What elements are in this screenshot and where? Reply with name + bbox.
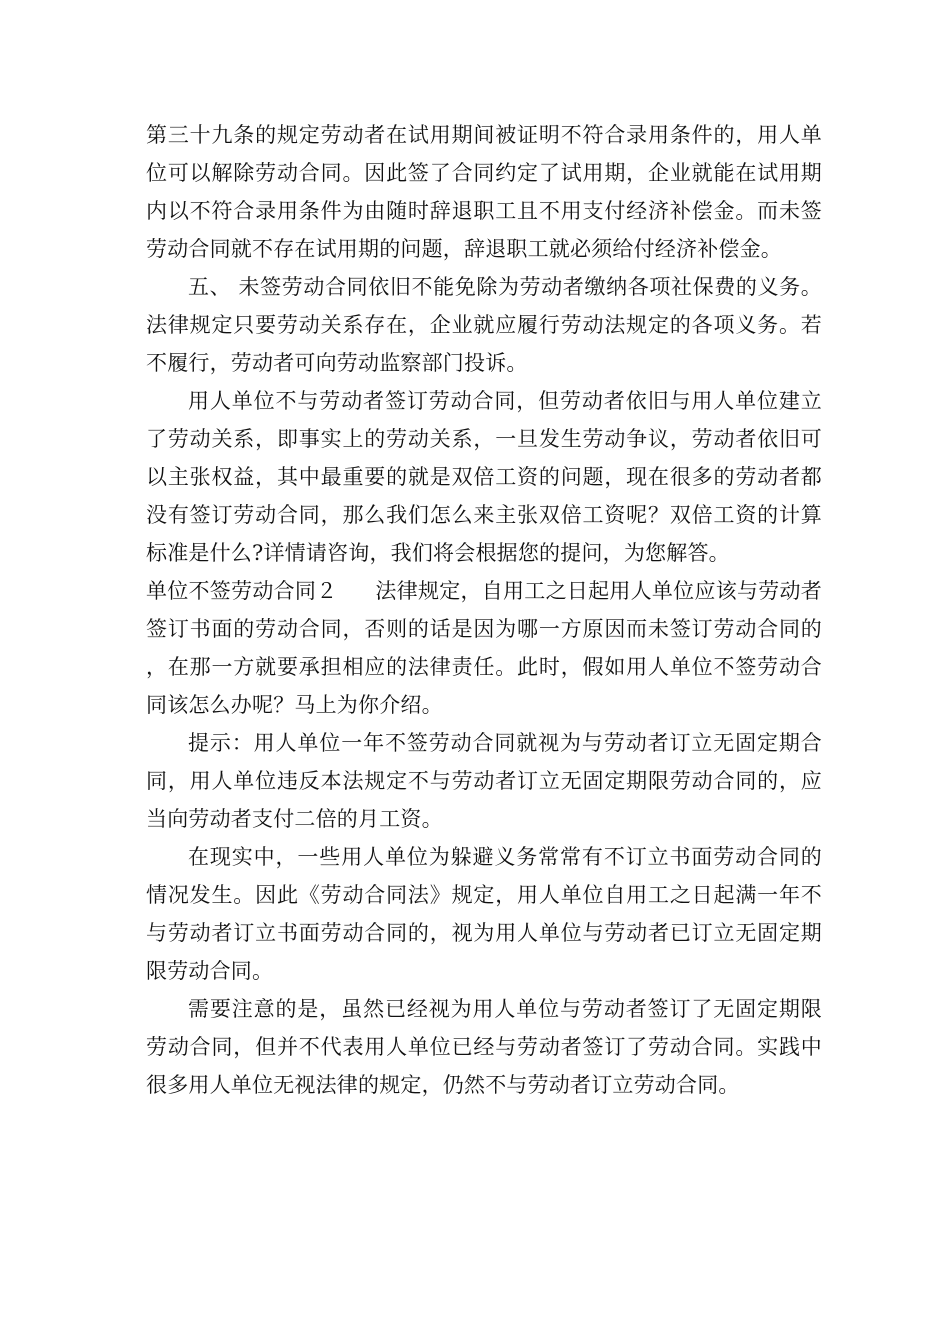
paragraph-p6: 在现实中，一些用人单位为躲避义务常常有不订立书面劳动合同的情况发生。因此《劳动合同法》规定，用人单位自用工之日起满一年不与劳动者订立书面劳动合同的，视为用人单位与劳动者已订立无固定期限劳动合同。 <box>146 845 822 983</box>
paragraph-p2: 五、 未签劳动合同依旧不能免除为劳动者缴纳各项社保费的义务。法律规定只要劳动关系存在，企业就应履行劳动法规定的各项义务。若不履行，劳动者可向劳动监察部门投诉。 <box>146 275 822 375</box>
section-heading: 单位不签劳动合同２ <box>146 579 338 603</box>
paragraph-p5: 提示：用人单位一年不签劳动合同就视为与劳动者订立无固定期合同，用人单位违反本法规定不与劳动者订立无固定期限劳动合同的，应当向劳动者支付二倍的月工资。 <box>146 731 822 831</box>
paragraph-p4-text: 法律规定，自用工之日起用人单位应该与劳动者签订书面的劳动合同，否则的话是因为哪一方原因而未签订劳动合同的，在那一方就要承担相应的法律责任。此时，假如用人单位不签劳动合同该怎么办呢？马上为你介绍。 <box>146 579 822 717</box>
paragraph-p3: 用人单位不与劳动者签订劳动合同，但劳动者依旧与用人单位建立了劳动关系，即事实上的劳动关系，一旦发生劳动争议，劳动者依旧可以主张权益，其中最重要的就是双倍工资的问题，现在很多的劳动者都没有签订劳动合同，那么我们怎么来主张双倍工资呢？双倍工资的计算标准是什么?详情请咨询，我们将会根据您的提问，为您解答。 <box>146 389 822 565</box>
document-body <box>146 116 822 1104</box>
paragraph-p7: 需要注意的是，虽然已经视为用人单位与劳动者签订了无固定期限劳动合同，但并不代表用人单位已经与劳动者签订了劳动合同。实践中很多用人单位无视法律的规定，仍然不与劳动者订立劳动合同。 <box>146 997 822 1097</box>
paragraph-p1: 第三十九条的规定劳动者在试用期间被证明不符合录用条件的，用人单位可以解除劳动合同。因此签了合同约定了试用期，企业就能在试用期内以不符合录用条件为由随时辞退职工且不用支付经济补偿金。而未签劳动合同就不存在试用期的问题，辞退职工就必须给付经济补偿金。 <box>146 123 822 261</box>
paragraph-p4 <box>146 572 822 724</box>
